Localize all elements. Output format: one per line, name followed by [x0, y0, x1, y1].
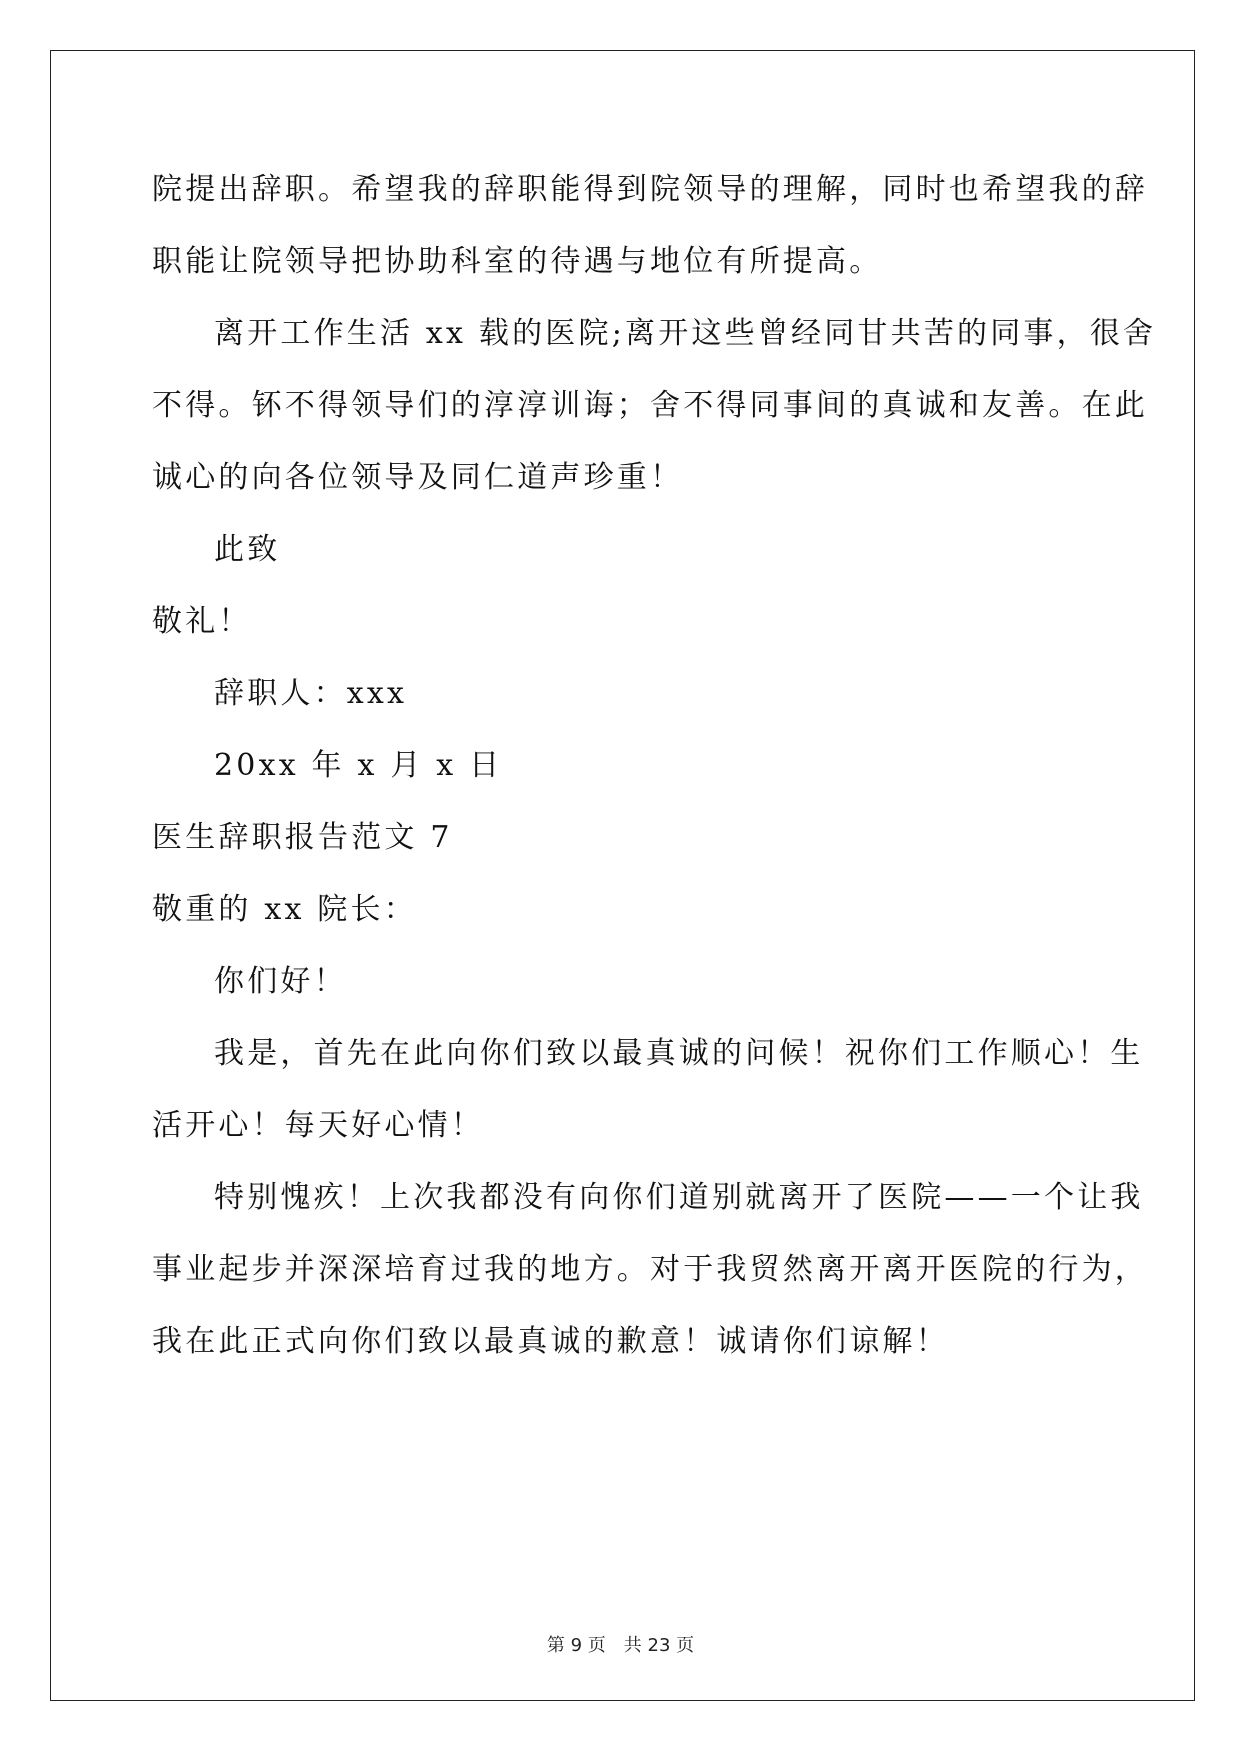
closing-line: 此致 [214, 532, 281, 567]
signature-line: 辞职人：xxx [214, 676, 408, 711]
salutation-line: 敬礼！ [152, 604, 252, 639]
page-footer: 第 9 页 共 23 页 [546, 1635, 695, 1656]
text-line: 活开心！每天好心情！ [152, 1108, 484, 1143]
text-line: 我在此正式向你们致以最真诚的歉意！诚请你们谅解！ [152, 1324, 949, 1359]
paragraph-line: 离开工作生活 xx 载的医院;离开这些曾经同甘共苦的同事，很舍 [214, 316, 1157, 351]
text-line: 院提出辞职。希望我的辞职能得到院领导的理解，同时也希望我的辞 [152, 172, 1148, 207]
text-line: 职能让院领导把协助科室的待遇与地位有所提高。 [152, 244, 883, 279]
paragraph-line: 你们好！ [214, 964, 347, 999]
text-line: 不得。钚不得领导们的淳淳训诲；舍不得同事间的真诚和友善。在此 [152, 388, 1148, 423]
paragraph-line: 特别愧疚！上次我都没有向你们道别就离开了医院——一个让我 [214, 1180, 1144, 1215]
paragraph-line: 我是，首先在此向你们致以最真诚的问候！祝你们工作顺心！生 [214, 1036, 1144, 1071]
text-line: 诚心的向各位领导及同仁道声珍重！ [152, 460, 684, 495]
section-title: 医生辞职报告范文 7 [152, 820, 453, 855]
text-line: 事业起步并深深培育过我的地方。对于我贸然离开离开医院的行为， [152, 1252, 1148, 1287]
date-line: 20xx 年 x 月 x 日 [214, 748, 503, 783]
page-border [50, 50, 1195, 1701]
greeting-line: 敬重的 xx 院长： [152, 892, 417, 927]
